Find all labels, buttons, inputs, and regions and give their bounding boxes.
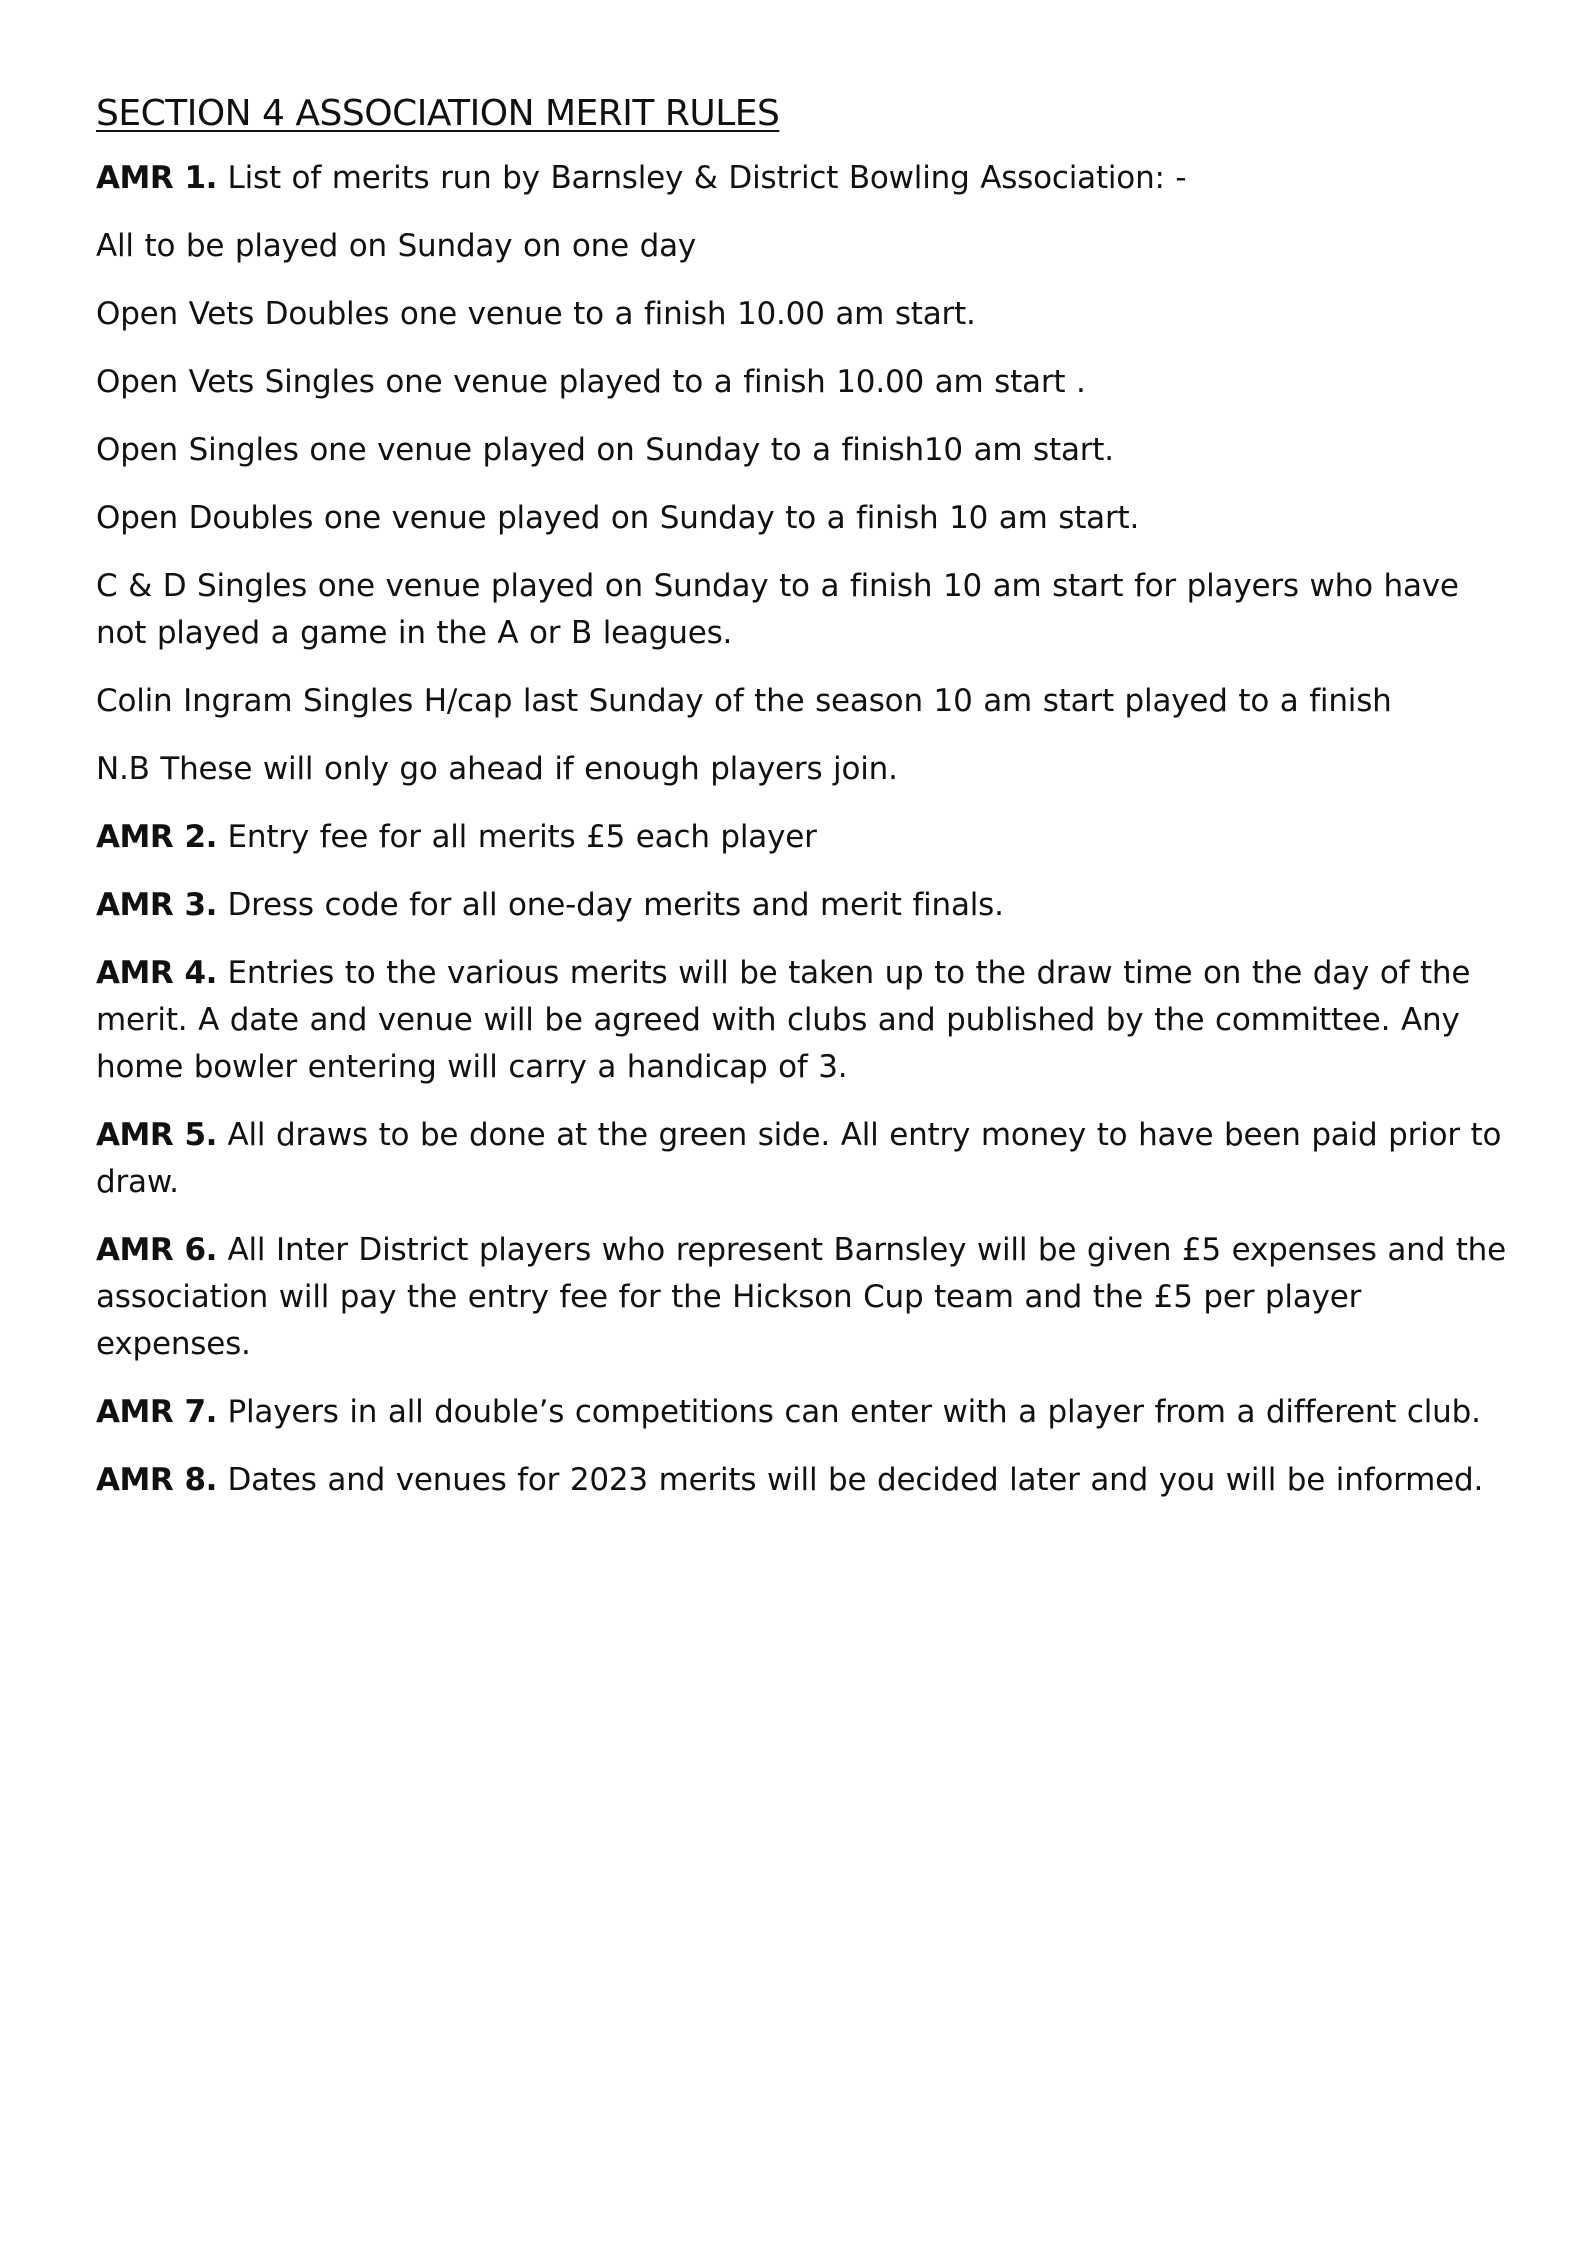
merit-paragraph [96, 359, 1516, 406]
rule-id: AMR 8. [96, 1462, 217, 1499]
rule-paragraph [96, 1227, 1516, 1368]
merit-paragraph [96, 223, 1516, 270]
rule-id: AMR 5. [96, 1117, 217, 1154]
rule-text: List of merits run by Barnsley & District Bowling Association: - [216, 160, 1187, 197]
document-content [96, 92, 1516, 1525]
rule-text: All draws to be done at the green side. All entry money to have been paid prior to draw. [96, 1117, 1502, 1201]
rule-text: Dress code for all one-day merits and merit finals. [216, 887, 1004, 924]
rule-text: Dates and venues for 2023 merits will be decided later and you will be informed. [216, 1462, 1484, 1499]
merit-paragraph [96, 495, 1516, 542]
rule-paragraph [96, 814, 1516, 861]
merit-paragraph [96, 291, 1516, 338]
rule-paragraph [96, 1457, 1516, 1504]
rule-paragraph [96, 1389, 1516, 1436]
rule-paragraph [96, 950, 1516, 1091]
rule-id: AMR 4. [96, 955, 217, 992]
merit-text: Open Vets Singles one venue played to a finish 10.00 am start . [96, 364, 1086, 401]
note-paragraph [96, 746, 1516, 793]
rule-paragraph [96, 1112, 1516, 1206]
rule-text: All Inter District players who represent Barnsley will be given £5 expenses and the association will pay the entry fee for the Hickson Cup team and the £5 per player expenses. [96, 1232, 1506, 1363]
merit-paragraph [96, 678, 1516, 725]
merit-text: All to be played on Sunday on one day [96, 228, 697, 265]
rule-text: Entries to the various merits will be taken up to the draw time on the day of the merit. A date and venue will be agreed with clubs and published by the committee. Any home bowler entering will carry a handicap of 3. [96, 955, 1471, 1086]
section-title: SECTION 4 ASSOCIATION MERIT RULES [96, 93, 780, 134]
rule-text: Entry fee for all merits £5 each player [216, 819, 817, 856]
merit-paragraph [96, 427, 1516, 474]
rule-id: AMR 7. [96, 1394, 217, 1431]
merit-text: Colin Ingram Singles H/cap last Sunday of the season 10 am start played to a finish [96, 683, 1392, 720]
rule-paragraph [96, 155, 1516, 202]
rule-id: AMR 1. [96, 160, 217, 197]
merit-text: Open Singles one venue played on Sunday to a finish10 am start. [96, 432, 1114, 469]
rule-id: AMR 2. [96, 819, 217, 856]
rule-text: Players in all double’s competitions can enter with a player from a different club. [216, 1394, 1481, 1431]
merit-text: C & D Singles one venue played on Sunday to a finish 10 am start for players who have not played a game in the A or B leagues. [96, 568, 1459, 652]
merit-text: Open Vets Doubles one venue to a finish 10.00 am start. [96, 296, 976, 333]
merit-text: Open Doubles one venue played on Sunday to a finish 10 am start. [96, 500, 1140, 537]
note-text: N.B These will only go ahead if enough players join. [96, 751, 898, 788]
rule-id: AMR 3. [96, 887, 217, 924]
rule-paragraph [96, 882, 1516, 929]
merit-paragraph [96, 563, 1516, 657]
rule-id: AMR 6. [96, 1232, 217, 1269]
